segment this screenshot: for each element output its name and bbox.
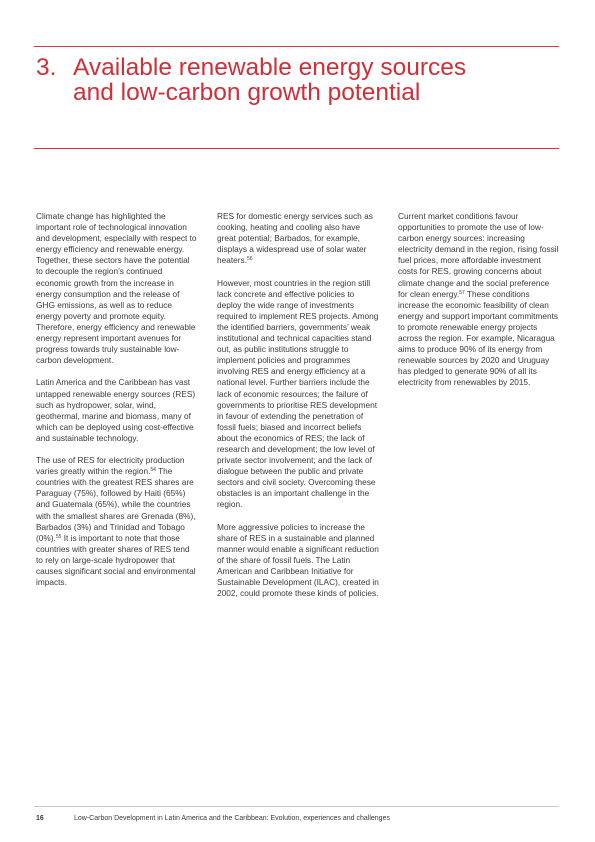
footnote-ref: 56	[246, 256, 253, 263]
section-number: 3.	[36, 54, 57, 81]
paragraph	[217, 211, 379, 266]
text-column-3	[398, 211, 560, 400]
footer-rule	[34, 806, 559, 807]
paragraph-text: The countries with the greatest RES shares are Paraguay (75%), followed by Haiti (65%) and Guatemala (65%), while the countries with the smallest shares are Grenada (8%), Barbados (3%) and Trinidad and Tobago (0%).	[36, 466, 196, 543]
section-title-line-2: and low-carbon growth potential	[73, 79, 421, 106]
section-heading	[36, 55, 556, 105]
paragraph-text: Current market conditions favour opportunities to promote the use of low-carbon energy sources: increasing electricity demand in the region, rising fossil fuel prices, more affordable investment costs for RES, growing concerns about climate change and the social preference for clean energy.	[398, 211, 559, 299]
paragraph: However, most countries in the region still lack concrete and effective policies to deploy the wide range of investments required to implement RES projects. Among the identified barriers, governments’ weak institutional and technical capacities stand out, as public institutions struggle to implement policies and programmes involving RES and energy efficiency at a national level. Further barriers include the lack of economic resources; the failure of governments to prioritise RES development in favour of extending the penetration of fossil fuels; biased and incorrect beliefs about the economics of RES; the lack of research and development; the low level of private sector involvement; and the lack of dialogue between the public and private sectors and civil society. Overcoming these obstacles is an important challenge in the region.	[217, 277, 379, 510]
paragraph-text: These conditions increase the economic feasibility of clean energy and support important commitments to promote renewable energy projects across the region. For example, Nicaragua aims to produce 90% of its energy from renewable sources by 2020 and Uruguay has pledged to generate 90% of all its electricity from renewables by 2015.	[398, 288, 559, 388]
paragraph-text: RES for domestic energy services such as cooking, heating and cooling also have great potential; Barbados, for example, displays a widespread use of solar water heaters.	[217, 211, 373, 266]
paragraph	[36, 455, 198, 588]
paragraph: More aggressive policies to increase the share of RES in a sustainable and planned manner would enable a significant reduction of the share of fossil fuels. The Latin American and Caribbean Initiative for Sustainable Development (ILAC), created in 2002, could promote these kinds of policies.	[217, 521, 379, 599]
text-column-1	[36, 211, 198, 599]
footer-title: Low-Carbon Development in Latin America and the Caribbean: Evolution, experiences and challenges	[74, 815, 390, 822]
footnote-ref: 57	[459, 289, 465, 296]
paragraph: Latin America and the Caribbean has vast untapped renewable energy sources (RES) such as hydropower, solar, wind, geothermal, marine and biomass, many of which can be deployed using cost-effective and sustainable technology.	[36, 377, 196, 443]
header-rule-bottom	[34, 148, 559, 149]
header-rule-top	[34, 46, 559, 47]
text-column-2	[217, 211, 379, 610]
footnote-ref: 55	[55, 533, 62, 540]
paragraph	[398, 211, 560, 389]
paragraph-text: The use of RES for electricity production varies greatly within the region.	[36, 455, 185, 477]
page-number: 16	[36, 815, 44, 822]
paragraph: Climate change has highlighted the important role of technological innovation and development, especially with respect to energy efficiency and renewable energy. Together, these sectors have the potential to decouple the region’s continued economic growth from the increase in energy consumption and the release of GHG emissions, as well as to reduce energy poverty and promote equity. Therefore, energy efficiency and renewable energy represent important avenues for progress towards truly sustainable low-carbon development.	[36, 211, 197, 366]
footnote-ref: 54	[150, 467, 156, 474]
paragraph-text: It is important to note that those countries with greater shares of RES tend to rely on large-scale hydropower that causes significant social and environmental impacts.	[36, 532, 196, 588]
section-title-line-1: Available renewable energy sources	[73, 54, 467, 81]
